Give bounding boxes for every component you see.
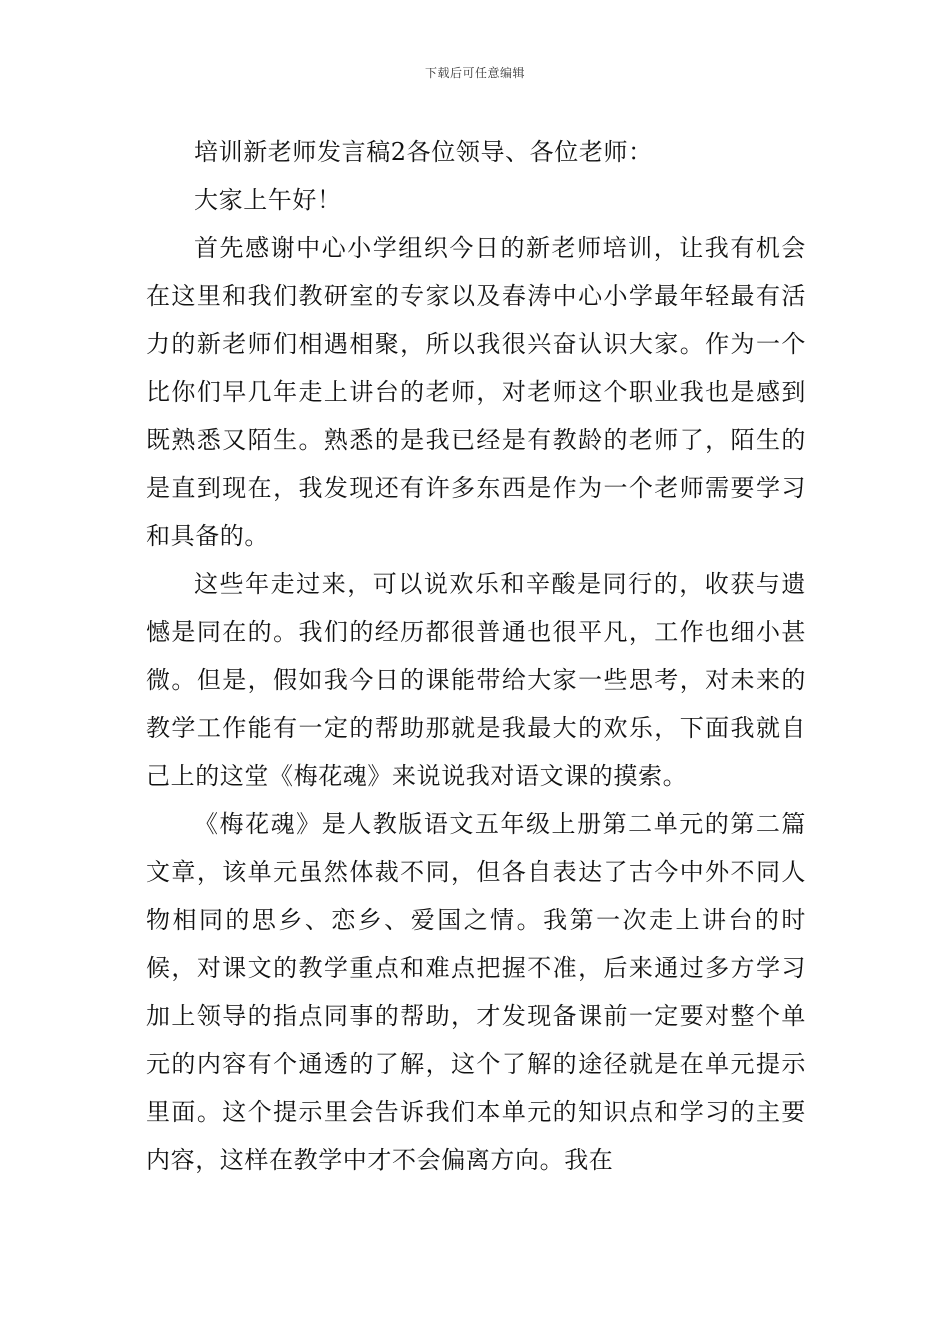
paragraph-title-greeting: 培训新老师发言稿2各位领导、各位老师： <box>194 138 653 166</box>
page-header: 下载后可任意编辑 <box>424 66 525 80</box>
document-body <box>146 128 806 1184</box>
paragraph-lesson: 《梅花魂》是人教版语文五年级上册第二单元的第二篇文章，该单元虽然体裁不同，但各自表达了古今中外不同人物相同的思乡、恋乡、爱国之情。我第一次走上讲台的时候，对课文的教学重点和难点把握不准，后来通过多方学习加上领导的指点同事的帮助，才发现备课前一定要对整个单元的内容有个通透的了解，这个了解的途径就是在单元提示里面。这个提示里会告诉我们本单元的知识点和学习的主要内容，这样在教学中才不会偏离方向。我在 <box>146 810 806 1174</box>
paragraph-introduction: 首先感谢中心小学组织今日的新老师培训，让我有机会在这里和我们教研室的专家以及春涛中心小学最年轻最有活力的新老师们相遇相聚，所以我很兴奋认识大家。作为一个比你们早几年走上讲台的老师，对老师这个职业我也是感到既熟悉又陌生。熟悉的是我已经是有教龄的老师了，陌生的是直到现在，我发现还有许多东西是作为一个老师需要学习和具备的。 <box>146 234 806 550</box>
paragraph-greeting: 大家上午好！ <box>194 186 342 214</box>
paragraph-experience: 这些年走过来，可以说欢乐和辛酸是同行的，收获与遗憾是同在的。我们的经历都很普通也很平凡，工作也细小甚微。但是，假如我今日的课能带给大家一些思考，对未来的教学工作能有一定的帮助那就是我最大的欢乐，下面我就自己上的这堂《梅花魂》来说说我对语文课的摸索。 <box>146 570 806 790</box>
